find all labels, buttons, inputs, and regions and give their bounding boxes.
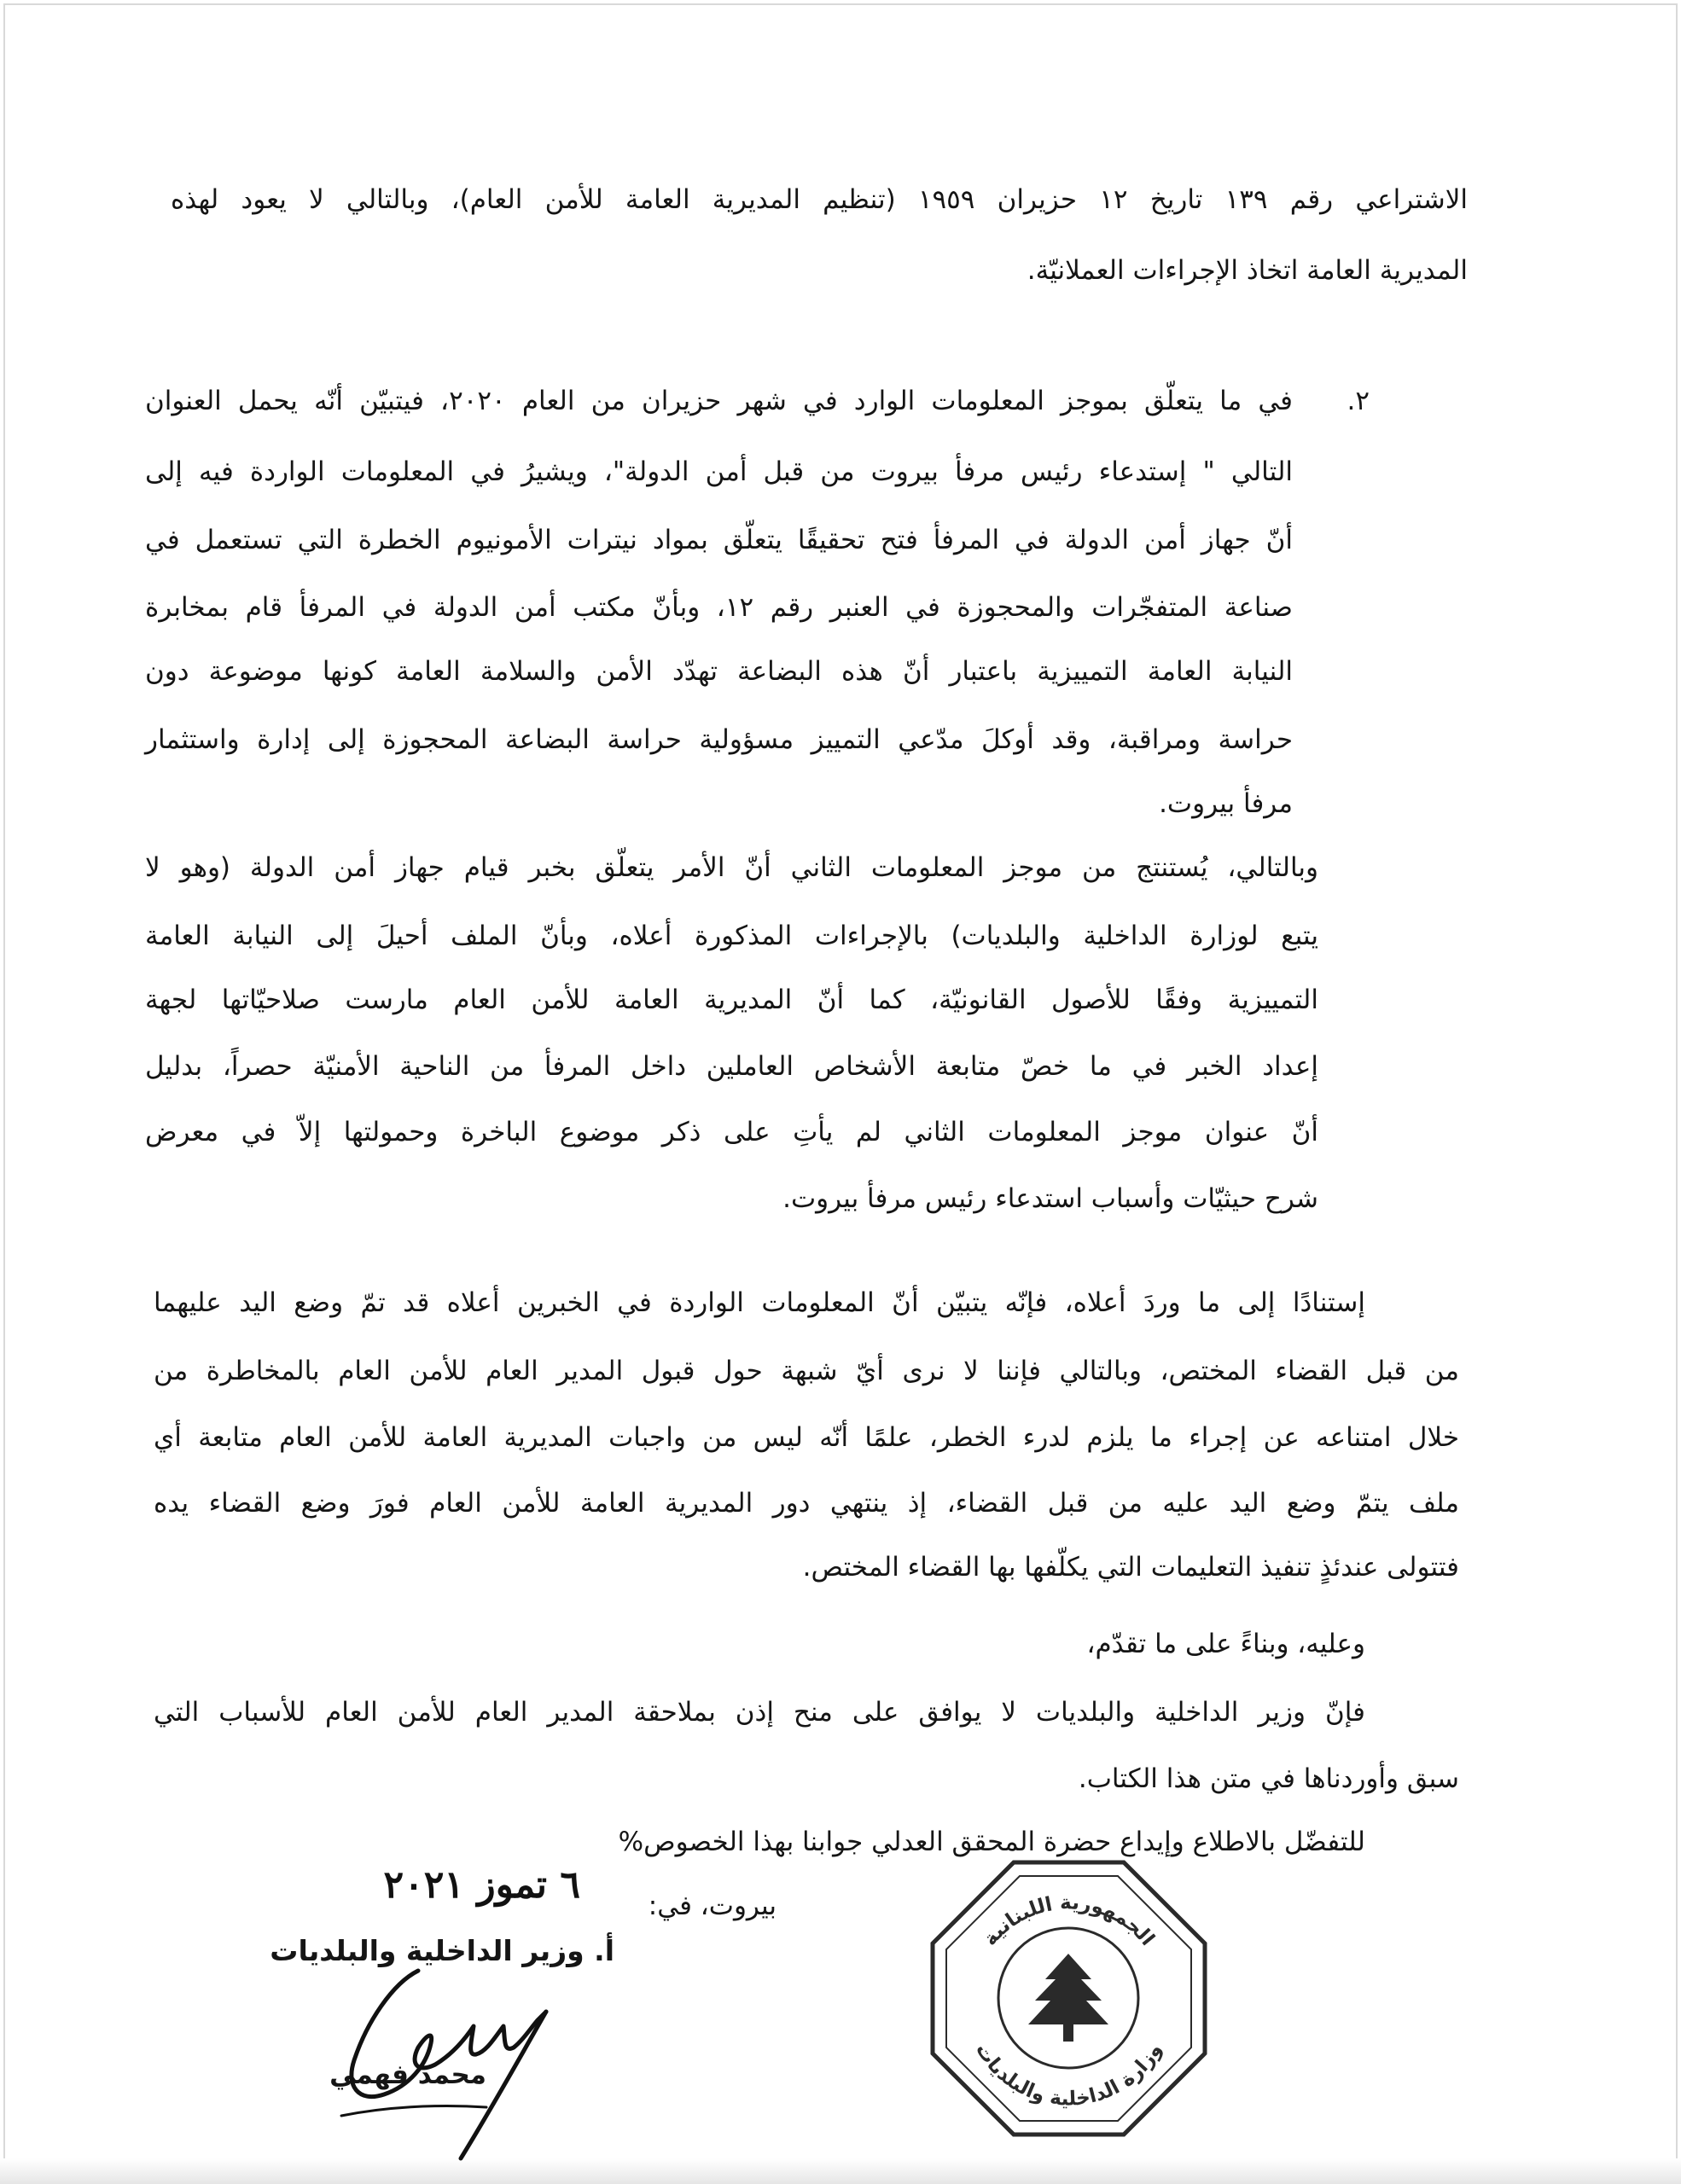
point-2-line-7: مرفأ بيروت. <box>1159 788 1293 819</box>
point-2-cont-line-1: وبالتالي، يُستنتج من موجز المعلومات الثاني أنّ الأمر يتعلّق بخبر قيام جهاز أمن الدولة (وهو لا <box>145 852 1318 883</box>
point-2-number: ٢. <box>1347 386 1370 416</box>
intro-line-1: الاشتراعي رقم ١٣٩ تاريخ ١٢ حزيران ١٩٥٩ (تنظيم المديرية العامة للأمن العام)، وبالتالي لا يعود لهذه <box>171 184 1468 215</box>
stamp-text-top: الجمهورية اللبنانية <box>979 1891 1159 1950</box>
conclusion-line-5: فتتولى عندئذٍ تنفيذ التعليمات التي يكلّفها بها القضاء المختص. <box>802 1552 1459 1583</box>
ministry-stamp <box>926 1856 1212 2141</box>
point-2-line-6: حراسة ومراقبة، وقد أوكلَ مدّعي التمييز مسؤولية حراسة البضاعة المحجوزة إلى إدارة واستثمار <box>145 724 1293 755</box>
intro-line-2: المديرية العامة اتخاذ الإجراءات العملانيّة. <box>1027 255 1468 286</box>
whereas-line: وعليه، وبناءً على ما تقدّم، <box>1086 1629 1365 1659</box>
point-2-cont-line-2: يتبع لوزارة الداخلية والبلديات) بالإجراءات المذكورة أعلاه، وبأنّ الملف أحيلَ إلى النيابة العامة <box>145 921 1318 951</box>
point-2-line-2: التالي " إستدعاء رئيس مرفأ بيروت من قبل أمن الدولة"، ويشيرُ في المعلومات الواردة فيه إلى <box>145 456 1293 487</box>
svg-text:وزارة الداخلية والبلديات <box>971 2039 1166 2110</box>
decision-line-2: سبق وأوردناها في متن هذا الكتاب. <box>1078 1763 1459 1794</box>
minister-title: أ. وزير الداخلية والبلديات <box>270 1934 614 1967</box>
closing-line: للتفضّل بالاطلاع وإيداع حضرة المحقق العدلي جوابنا بهذا الخصوص% <box>618 1827 1365 1857</box>
conclusion-line-3: خلال امتناعه عن إجراء ما يلزم لدرء الخطر، علمًا أنّه ليس من واجبات المديرية العامة للأمن العام متابعة أي <box>154 1422 1459 1453</box>
stamp-text-bottom: وزارة الداخلية والبلديات <box>970 2039 1166 2111</box>
minister-name: محمد فهمي <box>329 2059 486 2090</box>
point-2-line-3: أنّ جهاز أمن الدولة في المرفأ فتح تحقيقًا يتعلّق بمواد نيترات الأمونيوم الخطرة التي تستعمل في <box>145 525 1293 555</box>
place-date-label: بيروت، في: <box>648 1891 777 1921</box>
conclusion-line-1: إستنادًا إلى ما وردَ أعلاه، فإنّه يتبيّن أنّ المعلومات الواردة في الخبرين أعلاه قد تمّ وضع اليد عليهما <box>154 1287 1365 1318</box>
handwritten-date: ٦ تموز ٢٠٢١ <box>383 1863 580 1907</box>
conclusion-line-2: من قبل القضاء المختص، وبالتالي فإننا لا نرى أيّ شبهة حول قبول المدير العام للأمن العام بالمخاطرة من <box>154 1356 1459 1386</box>
cedar-tree-icon <box>1028 1954 1108 2042</box>
svg-text:الجمهورية اللبنانية <box>979 1891 1158 1950</box>
conclusion-line-4: ملف يتمّ وضع اليد عليه من قبل القضاء، إذ ينتهي دور المديرية العامة للأمن العام فورَ وضع القضاء يده <box>154 1488 1459 1519</box>
point-2-cont-line-4: إعداد الخبر في ما خصّ متابعة الأشخاص العاملين داخل المرفأ من الناحية الأمنيّة حصراً، بدليل <box>145 1051 1318 1082</box>
point-2-line-1: في ما يتعلّق بموجز المعلومات الوارد في شهر حزيران من العام ٢٠٢٠، فيتبيّن أنّه يحمل العنوان <box>145 386 1294 416</box>
decision-line-1: فإنّ وزير الداخلية والبلديات لا يوافق على منح إذن بملاحقة المدير العام للأمن العام للأسباب التي <box>154 1697 1365 1728</box>
point-2-cont-line-5: أنّ عنوان موجز المعلومات الثاني لم يأتِ على ذكر موضوع الباخرة وحمولتها إلاّ في معرض <box>145 1117 1318 1147</box>
point-2-cont-line-3: التمييزية وفقًا للأصول القانونيّة، كما أنّ المديرية العامة للأمن العام مارست صلاحيّاتها لجهة <box>145 985 1318 1015</box>
point-2-cont-line-6: شرح حيثيّات وأسباب استدعاء رئيس مرفأ بيروت. <box>782 1183 1318 1214</box>
handwritten-signature-icon <box>290 1945 606 2184</box>
point-2-line-4: صناعة المتفجّرات والمحجوزة في العنبر رقم ١٢، وبأنّ مكتب أمن الدولة في المرفأ قام بمخابرة <box>145 592 1293 623</box>
point-2-line-5: النيابة العامة التمييزية باعتبار أنّ هذه البضاعة تهدّد الأمن والسلامة العامة كونها موضوعة دون <box>145 656 1293 687</box>
